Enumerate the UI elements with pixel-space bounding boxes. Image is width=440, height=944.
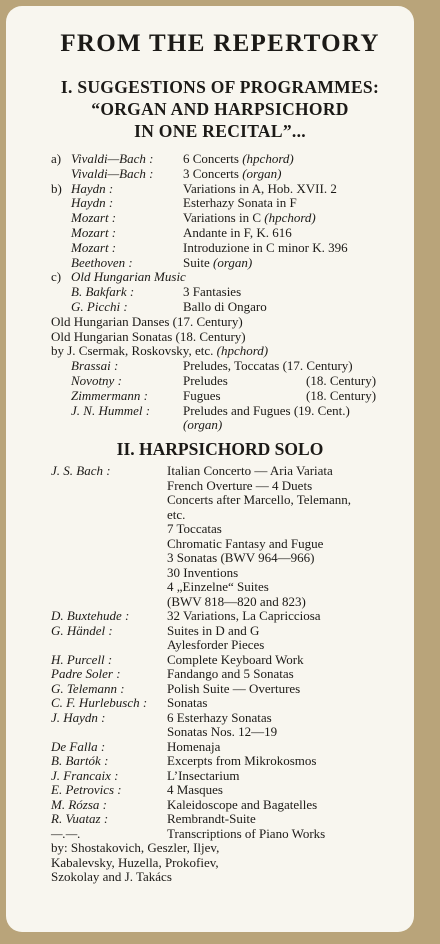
composer-name: G. Picchi : xyxy=(71,299,128,314)
composer-name: Beethoven : xyxy=(71,254,133,270)
work-title: 4 Masques xyxy=(167,782,223,797)
composer-name: J. S. Bach : xyxy=(51,463,111,478)
work-title: Italian Concerto — Aria Variata xyxy=(167,463,333,478)
row-text: by: Shostakovich, Geszler, Iljev, xyxy=(51,840,220,855)
repertoire-row xyxy=(0,240,440,256)
composer-name: Haydn : xyxy=(71,180,114,196)
instrument-note: (hpchord) xyxy=(216,343,269,359)
work-title: Fugues xyxy=(183,387,221,403)
composer-name: J. Francaix : xyxy=(51,767,119,783)
repertoire-row xyxy=(0,195,440,211)
repertoire-row xyxy=(0,388,440,404)
work-title: Preludes and Fugues (19. Cent.) xyxy=(183,402,350,418)
composer-name: Vivaldi—Bach : xyxy=(71,165,154,181)
repertoire-row xyxy=(0,269,440,285)
row-text: Kabalevsky, Huzella, Prokofiev, xyxy=(51,854,219,870)
work-title: Rembrandt-Suite xyxy=(167,811,256,826)
composer-name: H. Purcell : xyxy=(51,651,113,667)
instrument-note: (hpchord) xyxy=(242,151,294,166)
composer-name: D. Buxtehude : xyxy=(51,608,130,623)
repertoire-row xyxy=(0,314,440,330)
instrument-note: (organ) xyxy=(242,165,282,181)
work-title: Variations in C (hpchord) xyxy=(183,210,316,226)
row-text: Old Hungarian Danses (17. Century) xyxy=(51,313,243,329)
composer-name: Brassai : xyxy=(71,358,119,374)
instrument-note: (organ) xyxy=(183,417,223,433)
work-title: Polish Suite — Overtures xyxy=(167,680,301,696)
instrument-note: (hpchord) xyxy=(264,210,316,226)
section1-heading-line1: I. SUGGESTIONS OF PROGRAMMES: xyxy=(60,77,380,97)
composer-name: B. Bakfark : xyxy=(71,284,135,300)
work-title: Preludes, Toccatas (17. Century) xyxy=(183,358,353,374)
work-title: Homenaja xyxy=(167,738,221,754)
instrument-note: (organ) xyxy=(212,254,253,270)
repertoire-row xyxy=(0,358,440,374)
work-title: 3 Sonatas (BWV 964—966) xyxy=(167,550,315,565)
row-text: Old Hungarian Sonatas (18. Century) xyxy=(51,328,246,344)
composer-name: Vivaldi—Bach : xyxy=(71,151,154,166)
work-title: French Overture — 4 Duets xyxy=(167,477,313,493)
work-title: Esterhazy Sonata in F xyxy=(183,195,297,211)
row-marker: b) xyxy=(51,180,62,196)
work-title: Chromatic Fantasy and Fugue xyxy=(167,535,324,551)
work-title: Suites in D and G xyxy=(167,622,260,638)
repertoire-row xyxy=(0,373,440,389)
work-title: Complete Keyboard Work xyxy=(167,651,304,667)
composer-name: J. N. Hummel : xyxy=(71,402,151,418)
composer-name: B. Bartók : xyxy=(51,753,109,768)
work-title: Andante in F, K. 616 xyxy=(183,225,292,240)
work-title: 30 Inventions xyxy=(167,564,239,580)
repertoire-row xyxy=(0,181,440,197)
composer-name: Novotny : xyxy=(71,373,122,388)
composer-name: J. Haydn : xyxy=(51,709,106,725)
work-title: (BWV 818—820 and 823) xyxy=(167,593,306,609)
work-title: 3 Fantasies xyxy=(183,284,242,300)
work-title: 7 Toccatas xyxy=(167,521,222,536)
work-title: Introduzione in C minor K. 396 xyxy=(183,239,348,255)
work-title: Suite (organ) xyxy=(183,254,253,270)
repertoire-row xyxy=(0,299,440,315)
work-title: Sonatas xyxy=(167,695,208,710)
work-title: 6 Esterhazy Sonatas xyxy=(167,709,272,725)
work-title: Sonatas Nos. 12—19 xyxy=(167,724,278,739)
repertoire-row xyxy=(0,151,440,167)
century-note: (18. Century) xyxy=(306,387,377,403)
composer-name: Padre Soler : xyxy=(51,666,121,681)
work-title: etc. xyxy=(167,506,186,522)
repertoire-row xyxy=(0,329,440,345)
work-title: Aylesforder Pieces xyxy=(167,637,265,652)
repertoire-row xyxy=(0,225,440,241)
repertoire-row xyxy=(0,284,440,300)
composer-name: Mozart : xyxy=(71,225,117,240)
composer-name: Zimmermann : xyxy=(71,387,148,403)
composer-name: G. Händel : xyxy=(51,622,113,638)
composer-name: G. Telemann : xyxy=(51,680,125,696)
composer-name: De Falla : xyxy=(51,738,106,754)
century-note: (18. Century) xyxy=(306,373,377,388)
section1-heading-line3: IN ONE RECITAL”... xyxy=(134,121,306,141)
work-title: L’Insectarium xyxy=(167,767,240,783)
work-title: Excerpts from Mikrokosmos xyxy=(167,753,317,768)
row-text: Szokolay and J. Takács xyxy=(51,869,172,884)
work-title: Variations in A, Hob. XVII. 2 xyxy=(183,180,337,196)
row-text: by J. Csermak, Roskovsky, etc. (hpchord) xyxy=(51,343,269,359)
work-title: Transcriptions of Piano Works xyxy=(167,825,326,841)
repertoire-row xyxy=(0,343,440,359)
repertoire-row xyxy=(0,166,440,182)
work-title: 4 „Einzelne“ Suites xyxy=(167,579,269,594)
repertoire-row xyxy=(0,210,440,226)
work-title: 6 Concerts (hpchord) xyxy=(183,151,294,166)
section2-heading: II. HARPSICHORD SOLO xyxy=(116,439,324,459)
composer-name: Mozart : xyxy=(71,239,117,255)
composer-name: M. Rózsa : xyxy=(51,796,107,812)
composer-name: Haydn : xyxy=(71,195,114,211)
work-title: Concerts after Marcello, Telemann, xyxy=(167,492,352,507)
composer-name: C. F. Hurlebusch : xyxy=(51,695,148,710)
page-title: FROM THE REPERTORY xyxy=(60,30,380,57)
work-title: Preludes xyxy=(183,373,228,388)
composer-name: —.—. xyxy=(51,825,81,841)
work-title: Ballo di Ongaro xyxy=(183,299,267,314)
composer-name: E. Petrovics : xyxy=(51,782,122,797)
work-title: Fandango and 5 Sonatas xyxy=(167,666,294,681)
composer-name: Old Hungarian Music xyxy=(71,269,186,285)
work-title: 32 Variations, La Capricciosa xyxy=(167,608,321,623)
repertoire-row xyxy=(0,417,440,433)
repertoire-row xyxy=(0,869,440,885)
row-marker: a) xyxy=(51,151,62,166)
row-marker: c) xyxy=(51,269,62,285)
composer-name: Mozart : xyxy=(71,210,117,226)
work-title: Kaleidoscope and Bagatelles xyxy=(167,796,318,812)
section1-heading-line2: “ORGAN AND HARPSICHORD xyxy=(91,99,349,119)
repertoire-row xyxy=(0,403,440,419)
composer-name: R. Vuataz : xyxy=(51,811,109,826)
work-title: 3 Concerts (organ) xyxy=(183,165,282,181)
repertoire-row xyxy=(0,255,440,271)
